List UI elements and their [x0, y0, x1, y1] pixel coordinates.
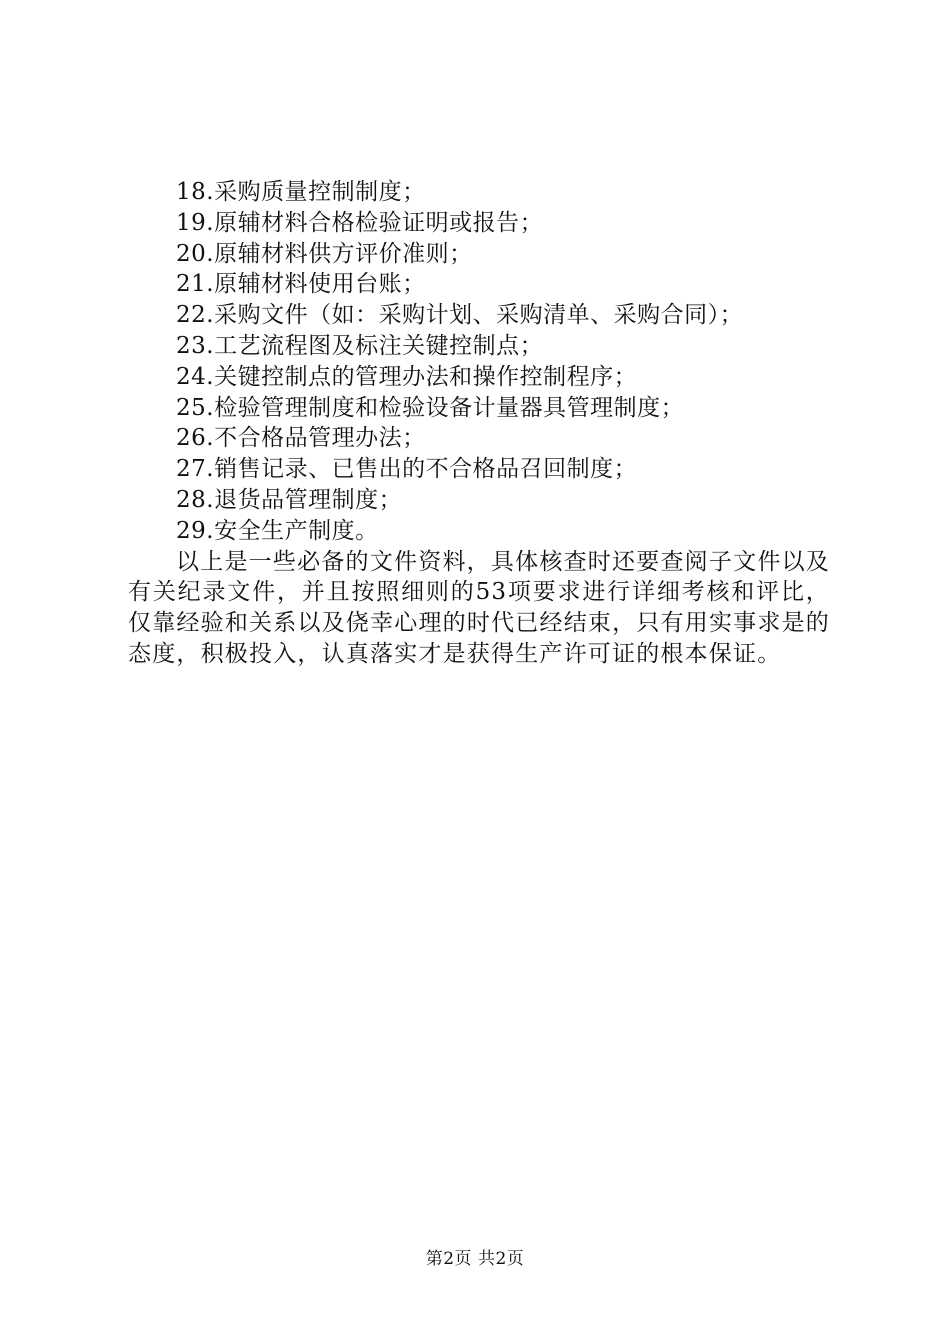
list-item: 18.采购质量控制制度；: [176, 179, 426, 205]
list-item: 27.销售记录、已售出的不合格品召回制度；: [176, 456, 638, 483]
list-item: 23.工艺流程图及标注关键控制点；: [176, 332, 544, 359]
list-item: 26.不合格品管理办法；: [176, 425, 426, 452]
list-item: 29.安全生产制度。: [176, 517, 379, 544]
list-item: 25.检验管理制度和检验设备计量器具管理制度；: [176, 394, 685, 421]
list-item: 21.原辅材料使用台账；: [176, 271, 426, 298]
summary-paragraph: 以上是一些必备的文件资料，具体核查时还要查阅子文件以及有关纪录文件，并且按照细则的53项要求进行详细考核和评比，仅靠经验和关系以及侥幸心理的时代已经结束，只有用实事求是的态度，积极投入，认真落实才是获得生产许可证的根本保证。: [128, 548, 830, 667]
list-item: 19.原辅材料合格检验证明或报告；: [176, 209, 544, 236]
page-footer: 第2页 共2页: [425, 1249, 525, 1269]
document-body: [128, 177, 830, 670]
list-item: 20.原辅材料供方评价准则；: [176, 240, 473, 267]
list-item: 22.采购文件（如：采购计划、采购清单、采购合同）；: [176, 302, 744, 329]
list-item: 28.退货品管理制度；: [176, 486, 403, 513]
list-item: 24.关键控制点的管理办法和操作控制程序；: [176, 363, 638, 390]
